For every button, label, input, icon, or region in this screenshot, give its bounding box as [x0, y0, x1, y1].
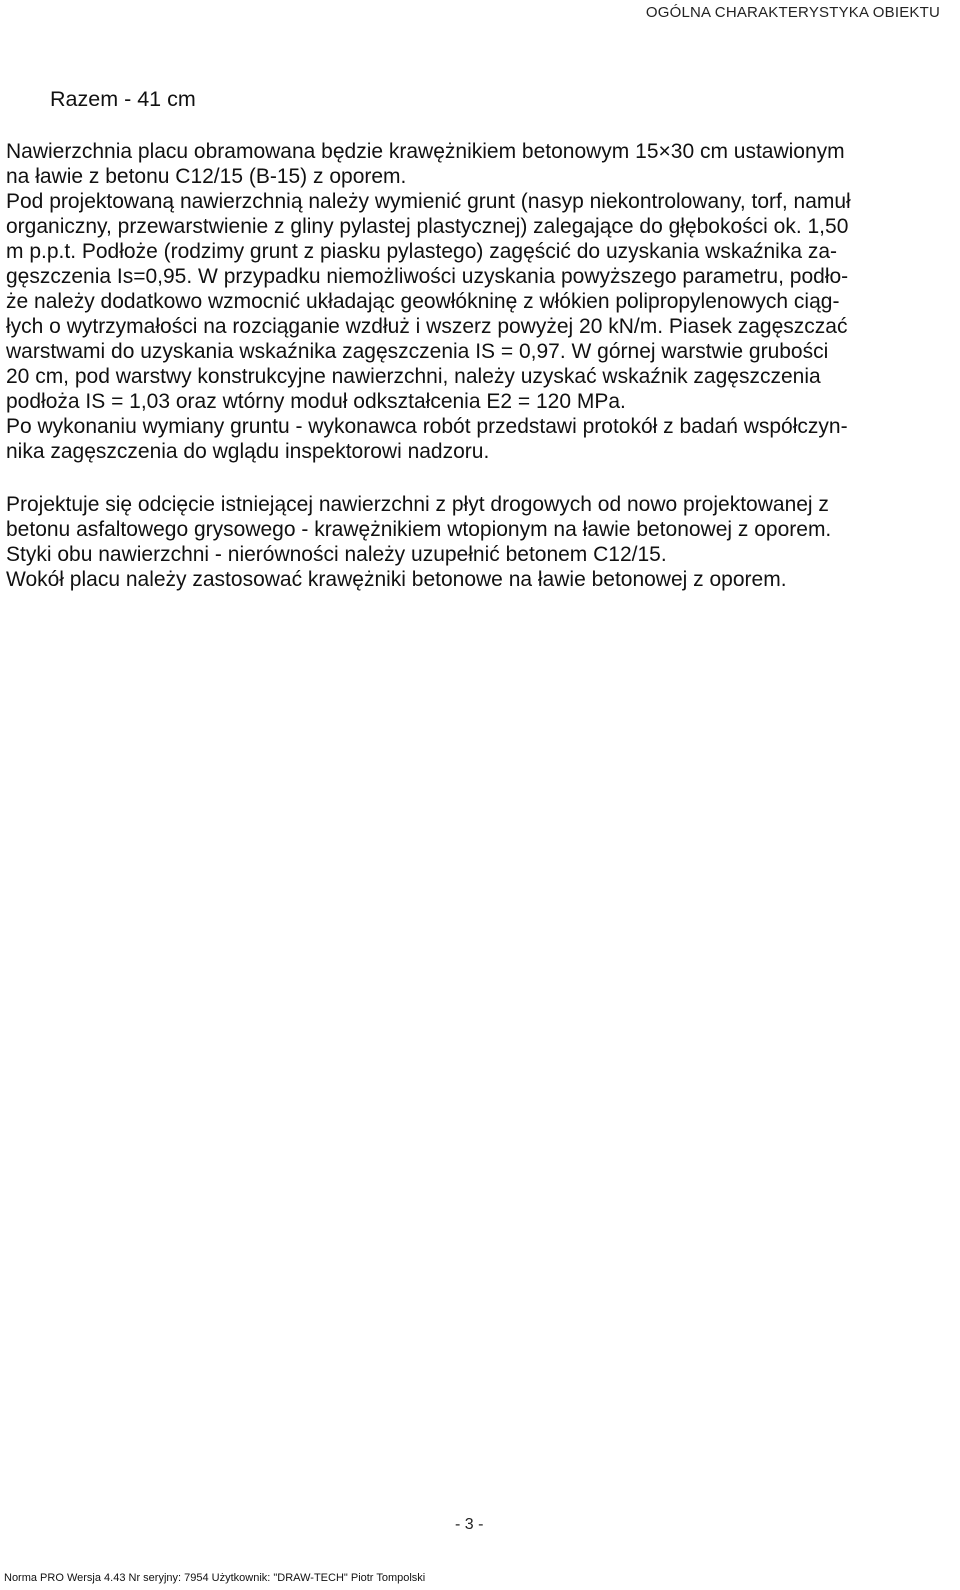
- text-line: warstwami do uzyskania wskaźnika zagęszczenia IS = 0,97. W górnej warstwie grubości: [6, 340, 829, 363]
- razem-line: Razem - 41 cm: [50, 87, 196, 111]
- text-line: Styki obu nawierzchni - nierówności należy uzupełnić betonem C12/15.: [6, 543, 667, 566]
- text-line: gęszczenia Is=0,95. W przypadku niemożliwości uzyskania powyższego parametru, podło-: [6, 265, 849, 288]
- text-line: Nawierzchnia placu obramowana będzie krawężnikiem betonowym 15×30 cm ustawionym: [6, 140, 845, 163]
- text-line: m p.p.t. Podłoże (rodzimy grunt z piasku pylastego) zagęścić do uzyskania wskaźnika za-: [6, 240, 838, 263]
- text-line: organiczny, przewarstwienie z gliny pylastej plastycznej) zalegające do głębokości ok. 1,50: [6, 215, 849, 238]
- text-line: Wokół placu należy zastosować krawężniki betonowe na ławie betonowej z oporem.: [6, 568, 787, 591]
- text-line: że należy dodatkowo wzmocnić układając geowłókninę z włókien polipropylenowych ciąg-: [6, 290, 840, 313]
- page-number: - 3 -: [455, 1516, 484, 1533]
- text-line: 20 cm, pod warstwy konstrukcyjne nawierzchni, należy uzyskać wskaźnik zagęszczenia: [6, 365, 821, 388]
- text-line: betonu asfaltowego grysowego - krawężnikiem wtopionym na ławie betonowej z oporem.: [6, 518, 832, 541]
- text-line: Po wykonaniu wymiany gruntu - wykonawca robót przedstawi protokół z badań współczyn-: [6, 415, 848, 438]
- text-line: łych o wytrzymałości na rozciąganie wzdłuż i wszerz powyżej 20 kN/m. Piasek zagęszczać: [6, 315, 848, 338]
- text-line: nika zagęszczenia do wglądu inspektorowi nadzoru.: [6, 440, 490, 463]
- page-header: OGÓLNA CHARAKTERYSTYKA OBIEKTU: [645, 4, 940, 21]
- text-line: na ławie z betonu C12/15 (B-15) z oporem.: [6, 165, 407, 188]
- text-line: Projektuje się odcięcie istniejącej nawierzchni z płyt drogowych od nowo projektowanej z: [6, 493, 829, 516]
- page-footer: Norma PRO Wersja 4.43 Nr seryjny: 7954 Użytkownik: "DRAW-TECH" Piotr Tompolski: [4, 1572, 426, 1584]
- text-line: podłoża IS = 1,03 oraz wtórny moduł odkształcenia E2 = 120 MPa.: [6, 390, 626, 413]
- text-line: Pod projektowaną nawierzchnią należy wymienić grunt (nasyp niekontrolowany, torf, namuł: [6, 190, 851, 213]
